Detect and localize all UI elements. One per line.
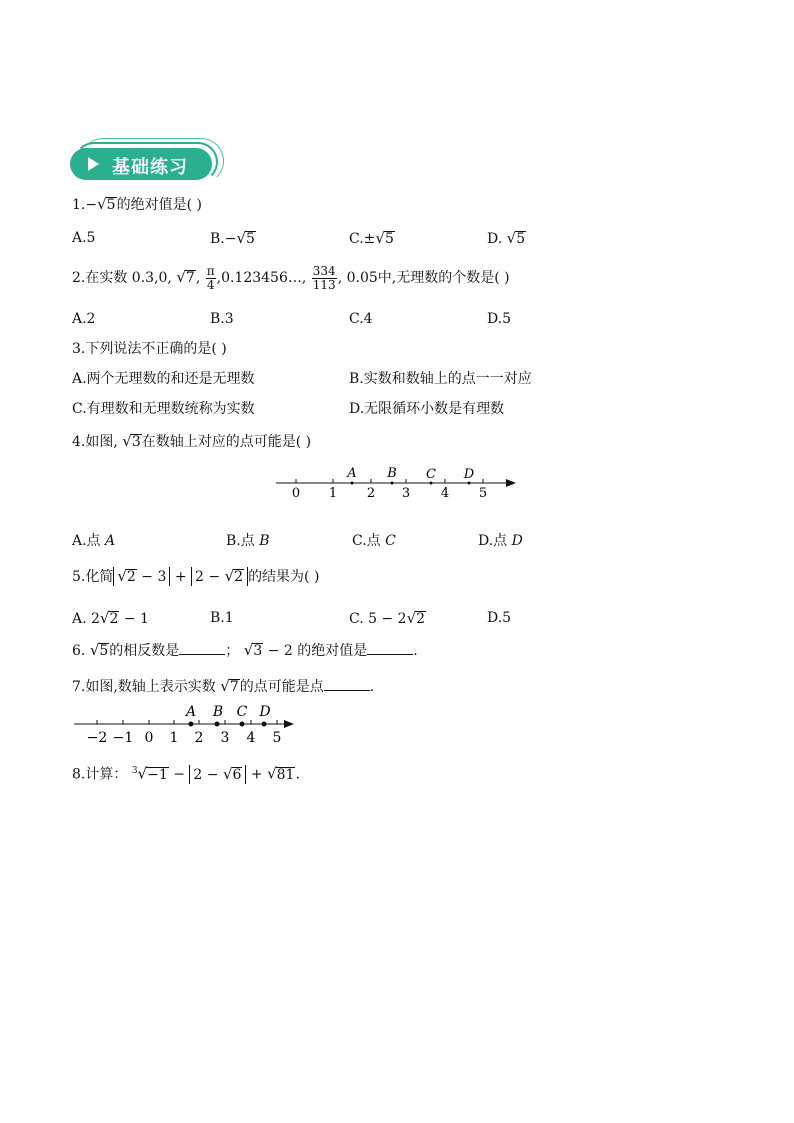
q4-option-d: [478, 532, 523, 550]
sqrt-sign: √: [236, 229, 247, 247]
q5-stem-suffix: 的结果为( ): [248, 569, 320, 585]
tick-label-0: 0: [291, 486, 301, 501]
tick-label-m2: −2: [86, 730, 108, 746]
q4-b-letter: B: [259, 533, 270, 549]
q2-option-c: C.4: [349, 311, 373, 327]
q5-abs2-rad: 2: [234, 569, 244, 585]
q1-option-c: [349, 229, 395, 248]
q2-option-d: D.5: [487, 311, 512, 327]
sqrt-sign: √: [243, 641, 254, 659]
q3-option-d: D.无限循环小数是有理数: [349, 401, 505, 417]
q6-rad3: 3: [253, 643, 263, 659]
tick-label-4: 4: [246, 730, 256, 746]
q4-a-letter: A: [105, 533, 116, 549]
q1-option-b: [210, 229, 256, 248]
point-label-b: B: [212, 704, 224, 720]
q7-blank[interactable]: [324, 676, 370, 691]
q1-stem: 的绝对值是( ): [116, 197, 202, 213]
q3-option-c: C.有理数和无理数统称为实数: [72, 401, 255, 417]
q4-c-prefix: C.点: [352, 533, 386, 549]
point-label-d: D: [259, 704, 271, 720]
q8-abs: [189, 765, 246, 784]
q8-plus: +: [246, 766, 268, 783]
point-c: [240, 722, 245, 727]
q3-option-b: B.实数和数轴上的点一一对应: [349, 371, 532, 387]
q5-abs2-pre: 2 −: [195, 569, 225, 585]
q6-rad5: 5: [99, 643, 109, 659]
q1-option-d: [487, 229, 526, 248]
question-8: [72, 760, 300, 786]
q5-c-rad: 2: [416, 611, 426, 627]
q2-option-a: A.2: [72, 311, 96, 327]
q8-abs-pre: 2 −: [193, 766, 223, 783]
tick-label-3: 3: [401, 486, 411, 501]
q6-blank-2[interactable]: [367, 640, 413, 655]
point-label-d: D: [463, 467, 475, 482]
sqrt-sign: √: [222, 764, 233, 783]
q8-cube-index: 3: [131, 766, 138, 776]
q6-sep: ；: [225, 643, 244, 659]
q6-mid2: − 2 的绝对值是: [263, 643, 368, 659]
q4-option-a: [72, 532, 115, 550]
sqrt-sign: √: [122, 432, 132, 450]
question-2: 2.在实数 0.3,0, √7, $\frac{\pi}{4}$ ,0.123456…, $\frac{334}{113}$ , 0.05中,无理数的个数是( ): [72, 263, 510, 292]
q8-rad81: 81: [276, 766, 295, 783]
tick-label-1: 1: [328, 486, 338, 501]
q1-minus: −: [85, 197, 98, 213]
q5-stem-prefix: 5.化简: [72, 569, 114, 585]
tick-label-m1: −1: [112, 730, 134, 746]
sqrt-sign: √: [99, 609, 110, 627]
q5-a-prefix: A. 2: [72, 611, 100, 627]
q4-stem-prefix: 4.如图,: [72, 434, 123, 450]
section-badge: [70, 146, 218, 184]
q2-seq: ,0.123456…,: [216, 270, 311, 286]
q7-stem-suffix: 的点可能是点: [239, 679, 324, 695]
q4-c-letter: C: [385, 533, 396, 549]
q5-option-d: D.5: [487, 610, 512, 626]
point-a: [351, 482, 354, 485]
q7-ticks: [97, 720, 277, 724]
q4-stem-suffix: 在数轴上对应的点可能是( ): [141, 434, 312, 450]
point-label-a: A: [347, 466, 357, 481]
tick-label-2: 2: [366, 486, 376, 501]
q8-prefix: 8.计算：: [72, 766, 132, 783]
q2-rep-digit: 5: [368, 270, 378, 286]
q2-option-b: B.3: [210, 311, 234, 327]
q6-end: .: [413, 643, 418, 659]
question-4: [72, 432, 311, 451]
q4-d-prefix: D.点: [478, 533, 512, 549]
sqrt-sign: √: [506, 229, 517, 247]
q1-b-prefix: B.: [210, 231, 225, 247]
point-label-a: A: [185, 704, 197, 720]
sqrt-sign: √: [89, 641, 100, 659]
question-3: 3.下列说法不正确的是( ): [72, 341, 227, 357]
question-1: [72, 195, 202, 214]
q8-minus: −: [168, 766, 190, 783]
sqrt-sign: √: [267, 764, 277, 783]
section-title: 基础练习: [112, 157, 188, 178]
q1-radicand: 5: [106, 197, 116, 213]
question-5: [72, 566, 319, 588]
q7-number-line: [70, 700, 310, 750]
sqrt-sign: √: [406, 609, 417, 627]
point-label-b: B: [387, 466, 397, 481]
q8-cube-rad: −1: [147, 766, 168, 783]
q6-blank-1[interactable]: [179, 640, 225, 655]
play-icon: [88, 157, 99, 171]
q8-abs-rad: 6: [232, 766, 242, 783]
q4-d-letter: D: [511, 533, 523, 549]
q5-option-c: [349, 609, 426, 628]
point-b: [391, 482, 394, 485]
tick-label-1: 1: [169, 730, 179, 746]
q1-b-minus: −: [224, 231, 237, 247]
q5-abs1-rest: − 3: [136, 569, 167, 585]
q7-end: .: [369, 679, 375, 695]
q2-stem-suffix: 中,无理数的个数是( ): [377, 270, 510, 286]
sqrt-sign: √: [375, 229, 385, 247]
sqrt-sign: √: [176, 268, 186, 286]
q1-b-rad: 5: [246, 231, 255, 247]
q5-a-rest: − 1: [119, 611, 149, 627]
q5-option-b: B.1: [210, 610, 234, 626]
q4-option-b: [226, 532, 270, 550]
q4-option-c: [352, 532, 396, 550]
sqrt-sign: √: [137, 764, 148, 783]
tick-label-3: 3: [220, 730, 230, 746]
question-6: [72, 640, 418, 660]
tick-label-5: 5: [478, 486, 488, 501]
q6-mid1: 的相反数是: [109, 643, 180, 659]
q3-option-a: A.两个无理数的和还是无理数: [72, 371, 255, 387]
q1-c-rad: 5: [384, 231, 394, 247]
sqrt-sign: √: [97, 195, 107, 213]
q7-rad: 7: [229, 679, 239, 695]
point-b: [215, 722, 220, 727]
sqrt-sign: √: [224, 567, 235, 585]
sqrt-sign: √: [117, 567, 127, 585]
q5-option-a: [72, 609, 149, 628]
point-label-c: C: [426, 467, 436, 482]
q6-prefix: 6.: [72, 643, 90, 659]
axis-arrow: [506, 479, 516, 487]
q5-abs-1: [113, 567, 170, 586]
q4-number-line: [270, 460, 530, 505]
q1-d-rad: 5: [516, 231, 526, 247]
q2-frac-den: 113: [312, 277, 336, 292]
tick-label-2: 2: [194, 730, 204, 746]
q1-number: 1.: [72, 197, 86, 213]
q1-option-a: A.5: [72, 230, 96, 246]
q2-pi-num: π: [206, 263, 215, 278]
q2-stem-prefix: 2.在实数 0.3,0,: [72, 270, 177, 286]
point-label-c: C: [236, 704, 248, 720]
point-a: [189, 722, 194, 727]
q2-rep: , 0.0: [337, 270, 369, 286]
q2-fraction: [312, 265, 337, 292]
q5-a-rad: 2: [109, 611, 119, 627]
q4-rad: 3: [131, 434, 141, 450]
tick-label-0: 0: [144, 730, 154, 746]
q5-c-prefix: C. 5 − 2: [349, 611, 407, 627]
q5-abs1-rad: 2: [126, 569, 136, 585]
point-d: [262, 722, 267, 727]
q1-c-prefix: C.±: [349, 231, 376, 247]
axis-arrow: [284, 720, 294, 728]
q4-b-prefix: B.点: [226, 533, 260, 549]
q2-rad7: 7: [185, 270, 195, 286]
q2-frac-num: 334: [312, 263, 336, 278]
q5-abs-2: [191, 567, 248, 586]
q4-a-prefix: A.点: [72, 533, 106, 549]
tick-label-4: 4: [440, 486, 450, 501]
q8-end: .: [295, 766, 300, 783]
q2-pi-den: 4: [206, 277, 215, 292]
q7-stem-prefix: 7.如图,数轴上表示实数: [72, 679, 221, 695]
q2-pi-fraction: [206, 265, 216, 292]
q5-plus: +: [170, 569, 192, 585]
tick-label-5: 5: [272, 730, 282, 746]
question-7: [72, 676, 374, 696]
sqrt-sign: √: [220, 677, 230, 695]
q1-d-prefix: D.: [487, 231, 507, 247]
